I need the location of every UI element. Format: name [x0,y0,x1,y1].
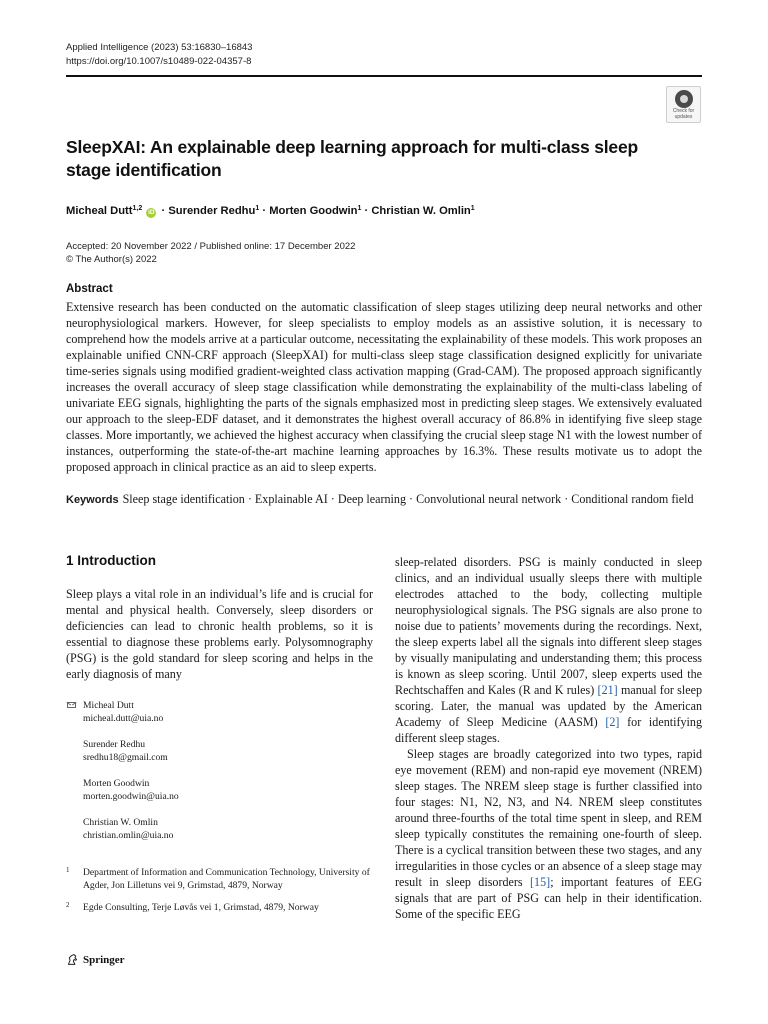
keywords-label: Keywords [66,494,119,506]
copyright-notice: © The Author(s) 2022 [66,254,157,265]
author-separator: · [161,205,166,217]
contact-name: Micheal Dutt [83,700,134,711]
contact-email[interactable]: micheal.dutt@uia.no [83,713,164,724]
citation-link[interactable]: [15] [530,875,551,889]
affiliation-entry [66,901,373,914]
contact-email[interactable]: sredhu18@gmail.com [83,752,168,763]
text-run: for identifying different sleep stages. [395,715,702,745]
publication-dates [66,240,566,266]
citation-link[interactable]: [2] [605,715,620,729]
contact-name: Christian W. Omlin [83,817,158,828]
author-name[interactable]: Micheal Dutt [66,205,133,217]
orcid-icon[interactable]: iD [148,209,155,216]
author-name[interactable]: Surender Redhu [168,205,256,217]
check-for-updates-badge[interactable] [666,86,701,123]
affiliation-number: 1 [66,866,70,874]
right-column-text [395,554,702,922]
keywords [66,491,702,508]
contact-entry [66,777,373,803]
springer-horse-icon [66,953,79,966]
text-run: manual for sleep scoring. Later, the manual was updated by the American Academy of Sleep Medicine (AASM) [395,683,703,729]
contact-name: Morten Goodwin [83,778,150,789]
text-run: ; important features of EEG signals that are part of PSG can help in their identification. Some of the specific EEG [395,875,702,921]
contact-email[interactable]: christian.omlin@uia.no [83,830,174,841]
author-affil-sup: 1 [357,205,362,212]
contact-email[interactable]: morten.goodwin@uia.no [83,791,179,802]
left-column-text: Sleep plays a vital role in an individual’s life and is crucial for mental and physical health. Conversely, sleep disorders or deficiencies can lead to chronic health problems, so it is essential to diagnose these problems early. Polysomnography (PSG) is the gold standard for sleep scoring and helps in the early diagnosis of many [66,587,373,681]
badge-line-2: updates [674,113,693,120]
check-updates-icon [675,90,693,108]
published-date: / Published online: 17 December 2022 [194,241,356,252]
author-separator: · [364,205,369,217]
journal-citation: Applied Intelligence (2023) 53:16830–16843 [66,42,253,53]
affiliation-number: 2 [66,901,70,909]
text-run: sleep-related disorders. PSG is mainly conducted in sleep clinics, and an individual usually sleeps there with multiple electrodes attached to the body, collecting multiple neurophysiological signals. The PSG signals are also prone to noise due to patients’ movements during the recordings. Next, the sleep experts label all the signals into different sleep stages by visually manipulating and understanding them; this process is known as sleep scoring. Until 2007, sleep experts used the Rechtschaffen and Kales (R and K rules) [395,555,702,697]
author-separator: · [262,205,267,217]
section-heading: 1 Introduction [66,553,156,568]
paper-title: SleepXAI: An explainable deep learning approach for multi-class sleep stage identification [66,137,638,180]
contact-entry [66,816,373,842]
contact-entry [66,738,373,764]
author-name[interactable]: Christian W. Omlin [371,205,471,217]
badge-line-1: Check for [672,108,695,114]
author-name[interactable]: Morten Goodwin [269,205,358,217]
doi-link[interactable]: https://doi.org/10.1007/s10489-022-04357-8 [66,56,252,67]
affiliation-text: Egde Consulting, Terje Løvås vei 1, Grimstad, 4879, Norway [83,902,319,913]
author-affil-sup: 1,2 [132,205,143,212]
header-rule [66,75,702,77]
publisher-footer [66,953,125,966]
contact-entry [66,699,373,725]
author-affil-sup: 1 [470,205,475,212]
abstract-heading: Abstract [66,283,113,295]
keywords-text: Sleep stage identification · Explainable AI · Deep learning · Convolutional neural network · Conditional random field [122,492,694,506]
author-affil-sup: 1 [255,205,260,212]
publisher-name: Springer [83,953,125,966]
corresponding-contacts [66,699,373,855]
citation-link[interactable]: [21] [597,683,618,697]
affiliation-entry [66,866,373,892]
text-run: Sleep stages are broadly categorized into two types, rapid eye movement (REM) and non-rapid eye movement (NREM) sleep stages. The NREM sleep stage is further classified into four stages: N1, N2, N3, and N4. NREM sleep constitutes around three-fourths of the total time spent in sleep, and REM sleep typically constitutes the remaining one-fourth of sleep. There is a cyclical transition between these two stages, and any irregularities in those cycles or an absence of a sleep stage may result in sleep disorders [395,747,702,889]
accepted-date: Accepted: 20 November 2022 [66,241,192,252]
envelope-icon [67,702,76,708]
paragraph [395,746,702,922]
author-list [66,203,706,219]
affiliations [66,866,373,923]
contact-name: Surender Redhu [83,739,146,750]
affiliation-text: Department of Information and Communication Technology, University of Agder, Jon Lilletuns vei 9, Grimstad, 4879, Norway [83,867,370,891]
paragraph [395,554,702,746]
abstract-text: Extensive research has been conducted on the automatic classification of sleep stages utilizing deep neural networks and other neurophysiological markers. However, for sleep specialists to employ models as an assistive solution, it is necessary to comprehend how the models arrive at a particular outcome, necessitating the explainability of these models. This work proposes an explainable unified CNN-CRF approach (SleepXAI) for multi-class sleep stage classification designed explicitly for univariate time-series signals using modified gradient-weighted class activation mapping (Grad-CAM). The proposed approach significantly increases the overall accuracy of sleep stage classification while demonstrating the explainability of the multi-class labeling of univariate EEG signals, highlighting the parts of the signals emphasized most in predicting sleep stages. We extensively evaluated our approach to the sleep-EDF dataset, and it demonstrates the highest overall accuracy of 86.8% in identifying five sleep stage classes. More importantly, we achieved the highest accuracy when classifying the crucial sleep stage N1 with the lowest number of instances, outperforming the state-of-the-art machine learning approaches by 16.3%. These results motivate us to adopt the proposed approach in clinical practice as an aid to sleep experts. [66,300,702,474]
